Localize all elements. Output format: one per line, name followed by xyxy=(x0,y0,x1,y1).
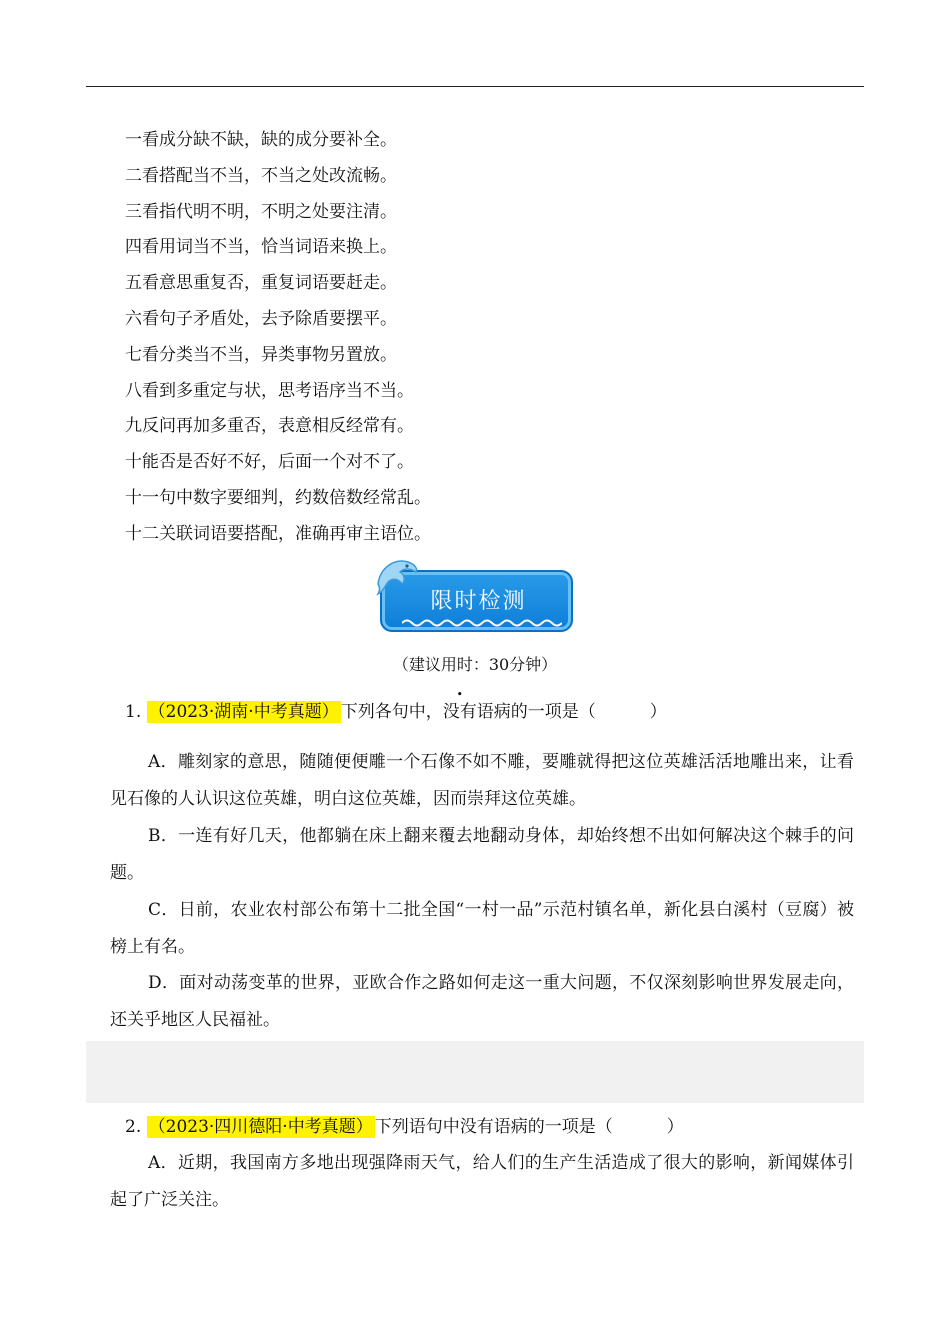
stem-close: ） xyxy=(649,702,667,722)
rhyme-line: 九反问再加多重否，表意相反经常有。 xyxy=(125,416,414,437)
rhyme-line: 十一句中数字要细判，约数倍数经常乱。 xyxy=(125,487,431,508)
rhyme-line: 五看意思重复否，重复词语要赶走。 xyxy=(125,273,397,294)
wave-icon xyxy=(402,616,562,630)
section-banner xyxy=(370,554,580,638)
question-number: 2. xyxy=(125,1117,142,1137)
answer-space xyxy=(86,1041,864,1103)
rhyme-line: 二看搭配当不当，不当之处改流畅。 xyxy=(125,165,397,186)
header-rule xyxy=(86,86,864,87)
option-a: A．雕刻家的意思，随随便便雕一个石像不如不雕，要雕就得把这位英雄活活地雕出来，让看见石像的人认识这位英雄，明白这位英雄，因而崇拜这位英雄。 xyxy=(110,752,854,809)
stem-text: 下列语句中没有语病的一项是（ xyxy=(374,1117,613,1137)
rhyme-list xyxy=(125,123,431,553)
rhyme-line: 十能否是否好不好，后面一个对不了。 xyxy=(125,452,414,473)
rhyme-line: 八看到多重定与状，思考语序当不当。 xyxy=(125,380,414,401)
stem-text: 下列各句中， xyxy=(340,702,443,722)
source-tag: （2023·湖南·中考真题） xyxy=(148,702,339,722)
emphasis-word: 没有 xyxy=(442,702,477,722)
option-b: B．一连有好几天，他都躺在床上翻来覆去地翻动身体，却始终想不出如何解决这个棘手的问题。 xyxy=(110,826,854,883)
rhyme-line: 十二关联词语要搭配，准确再审主语位。 xyxy=(125,523,431,544)
stem-text: 语病的一项是（ xyxy=(476,702,596,722)
option-d: D．面对动荡变革的世界，亚欧合作之路如何走这一重大问题，不仅深刻影响世界发展走向，还关乎地区人民福祉。 xyxy=(110,973,854,1030)
rhyme-line: 三看指代明不明，不明之处要注清。 xyxy=(125,201,397,222)
question-number: 1. xyxy=(125,702,142,722)
question-2-stem xyxy=(125,1115,684,1139)
suggested-time: （建议用时：30分钟） xyxy=(392,655,558,674)
stem-close: ） xyxy=(666,1117,684,1137)
rhyme-line: 四看用词当不当，恰当词语来换上。 xyxy=(125,237,397,258)
dolphin-icon xyxy=(374,554,420,598)
rhyme-line: 一看成分缺不缺，缺的成分要补全。 xyxy=(125,130,397,150)
option-c: C．日前，农业农村部公布第十二批全国“一村一品”示范村镇名单，新化县白溪村（豆腐）被榜上有名。 xyxy=(110,900,854,957)
option-a: A．近期，我国南方多地出现强降雨天气，给人们的生产生活造成了很大的影响，新闻媒体引起了广泛关注。 xyxy=(110,1153,854,1210)
question-1-stem xyxy=(125,700,667,724)
rhyme-line: 七看分类当不当，异类事物另置放。 xyxy=(125,344,397,365)
rhyme-line: 六看句子矛盾处，去予除盾要摆平。 xyxy=(125,308,397,329)
emphasis-dots xyxy=(443,702,477,722)
banner-title: 限时检测 xyxy=(430,589,527,614)
source-tag: （2023·四川德阳·中考真题） xyxy=(148,1117,373,1137)
